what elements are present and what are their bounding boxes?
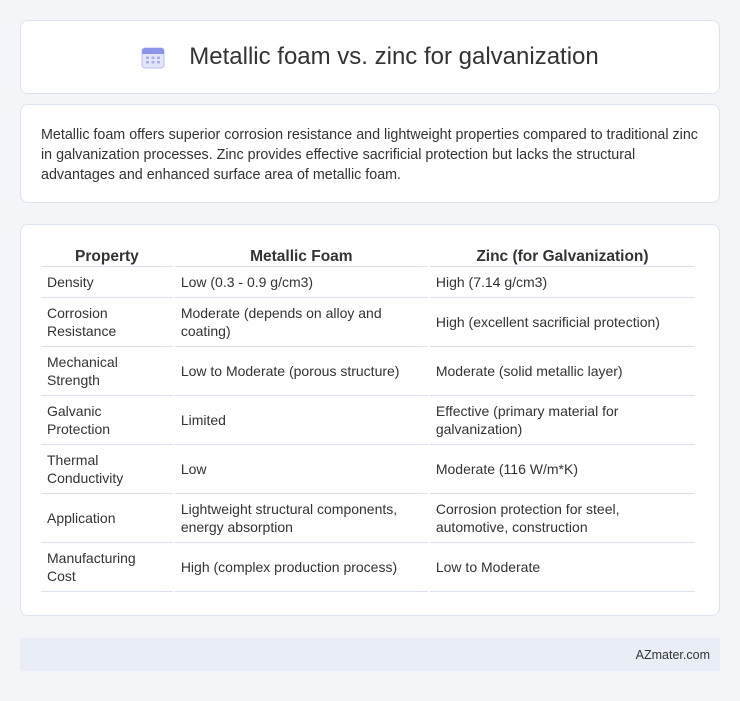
table-header-row — [41, 245, 695, 267]
table-row — [41, 267, 695, 298]
zinc-cell: Low to Moderate — [430, 543, 695, 592]
property-cell: Galvanic Protection — [41, 396, 173, 445]
page-title: Metallic foam vs. zinc for galvanization — [189, 43, 599, 70]
metallic-foam-cell: Limited — [175, 396, 428, 445]
metallic-foam-cell: High (complex production process) — [175, 543, 428, 592]
property-cell: Mechanical Strength — [41, 347, 173, 396]
table-row — [41, 396, 695, 445]
intro-card — [20, 104, 720, 203]
zinc-cell: Moderate (116 W/m*K) — [430, 445, 695, 494]
header-metallic-foam: Metallic Foam — [175, 245, 428, 267]
header-property: Property — [41, 245, 173, 267]
zinc-cell: High (7.14 g/cm3) — [430, 267, 695, 298]
intro-text: Metallic foam offers superior corrosion resistance and lightweight properties compared to traditional zinc in galvanization processes. Zinc provides effective sacrificial protection but lacks the structural advantages and enhanced surface area of metallic foam. — [41, 127, 698, 183]
comparison-table — [39, 245, 697, 592]
zinc-cell: High (excellent sacrificial protection) — [430, 298, 695, 347]
title-card — [20, 20, 720, 94]
table-row — [41, 494, 695, 543]
property-cell: Application — [41, 494, 173, 543]
zinc-cell: Effective (primary material for galvanization) — [430, 396, 695, 445]
zinc-cell: Corrosion protection for steel, automotive, construction — [430, 494, 695, 543]
metallic-foam-cell: Low (0.3 - 0.9 g/cm3) — [175, 267, 428, 298]
metallic-foam-cell: Moderate (depends on alloy and coating) — [175, 298, 428, 347]
footer-bar — [20, 638, 720, 671]
header-zinc: Zinc (for Galvanization) — [430, 245, 695, 267]
metallic-foam-cell: Low — [175, 445, 428, 494]
calendar-icon — [141, 45, 165, 69]
property-cell: Corrosion Resistance — [41, 298, 173, 347]
metallic-foam-cell: Lightweight structural components, energy absorption — [175, 494, 428, 543]
table-row — [41, 543, 695, 592]
property-cell: Thermal Conductivity — [41, 445, 173, 494]
property-cell: Density — [41, 267, 173, 298]
metallic-foam-cell: Low to Moderate (porous structure) — [175, 347, 428, 396]
table-row — [41, 445, 695, 494]
footer-site-label: AZmater.com — [635, 647, 710, 662]
table-row — [41, 298, 695, 347]
zinc-cell: Moderate (solid metallic layer) — [430, 347, 695, 396]
property-cell: Manufacturing Cost — [41, 543, 173, 592]
table-row — [41, 347, 695, 396]
comparison-table-card — [20, 224, 720, 616]
